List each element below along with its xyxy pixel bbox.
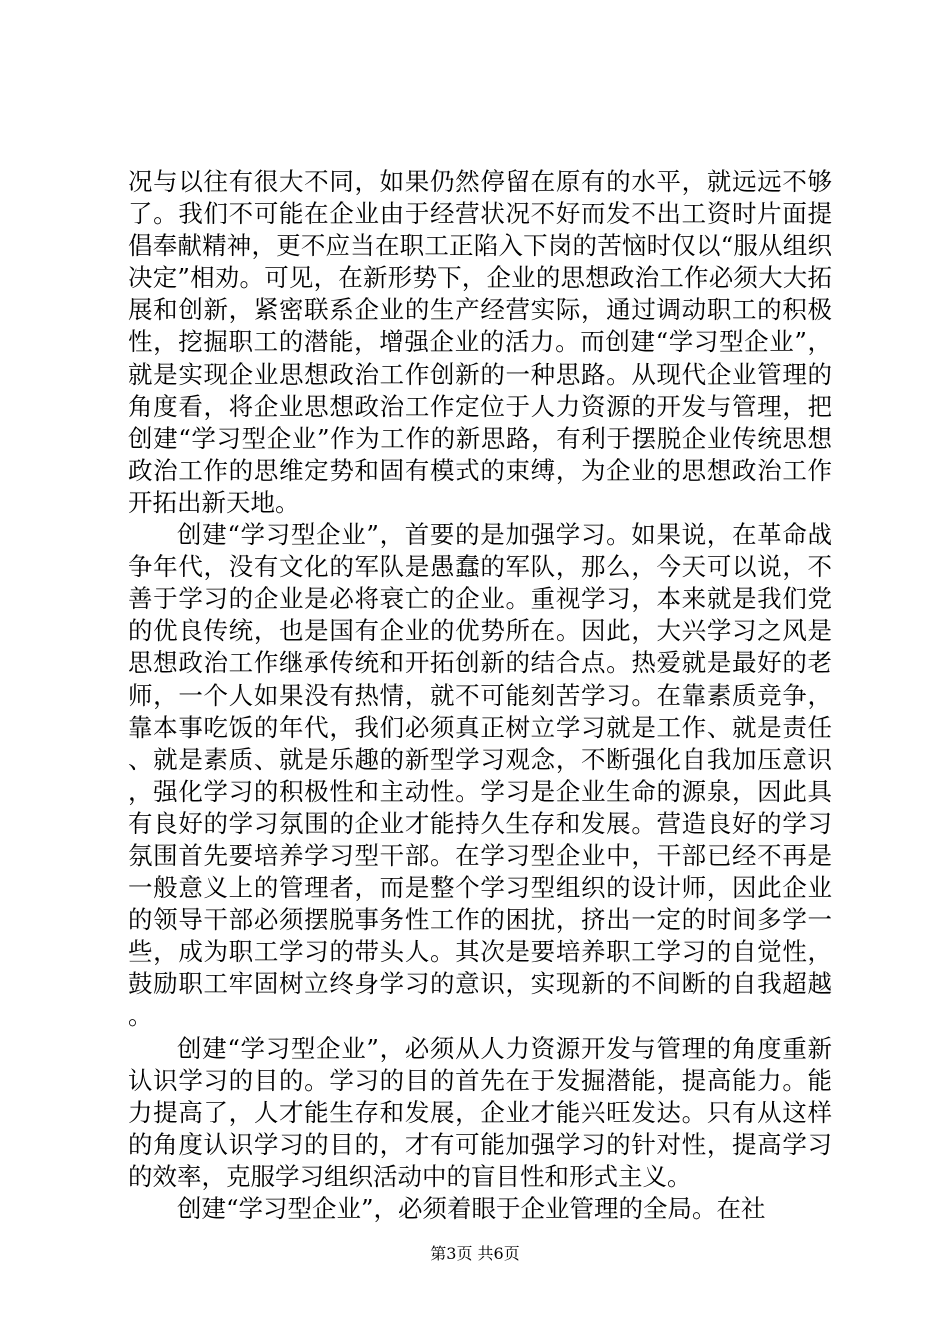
paragraph-1: 况与以往有很大不同，如果仍然停留在原有的水平，就远远不够了。我们不可能在企业由于经营状况不好而发不出工资时片面提倡奉献精神，更不应当在职工正陷入下岗的苦恼时仅以“服从组织决定”相劝。可见，在新形势下，企业的思想政治工作必须大大拓展和创新，紧密联系企业的生产经营实际，通过调动职工的积极性，挖掘职工的潜能，增强企业的活力。而创建“学习型企业”，就是实现企业思想政治工作创新的一种思路。从现代企业管理的角度看，将企业思想政治工作定位于人力资源的开发与管理，把创建“学习型企业”作为工作的新思路，有利于摆脱企业传统思想政治工作的思维定势和固有模式的束缚，为企业的思想政治工作开拓出新天地。 — [128, 167, 832, 517]
paragraph-4: 创建“学习型企业”，必须着眼于企业管理的全局。在社 — [177, 1194, 766, 1223]
paragraph-3: 创建“学习型企业”，必须从人力资源开发与管理的角度重新认识学习的目的。学习的目的首先在于发掘潜能，提高能力。能力提高了，人才能生存和发展，企业才能兴旺发达。只有从这样的角度认识学习的目的，才有可能加强学习的针对性，提高学习的效率，克服学习组织活动中的盲目性和形式主义。 — [128, 1033, 832, 1191]
paragraph-2: 创建“学习型企业”，首要的是加强学习。如果说，在革命战争年代，没有文化的军队是愚蠢的军队，那么，今天可以说，不善于学习的企业是必将衰亡的企业。重视学习，本来就是我们党的优良传统，也是国有企业的优势所在。因此，大兴学习之风是思想政治工作继承传统和开拓创新的结合点。热爱就是最好的老师，一个人如果没有热情，就不可能刻苦学习。在靠素质竞争，靠本事吃饭的年代，我们必须真正树立学习就是工作、就是责任、就是素质、就是乐趣的新型学习观念，不断强化自我加压意识，强化学习的积极性和主动性。学习是企业生命的源泉，因此具有良好的学习氛围的企业才能持久生存和发展。营造良好的学习氛围首先要培养学习型干部。在学习型企业中，干部已经不再是一般意义上的管理者，而是整个学习型组织的设计师，因此企业的领导干部必须摆脱事务性工作的困扰，挤出一定的时间多学一些，成为职工学习的带头人。其次是要培养职工学习的自觉性，鼓励职工牢固树立终身学习的意识，实现新的不间断的自我超越。 — [128, 520, 832, 1031]
page-footer: 第3页 共6页 — [430, 1244, 520, 1263]
document-body — [128, 166, 832, 1225]
